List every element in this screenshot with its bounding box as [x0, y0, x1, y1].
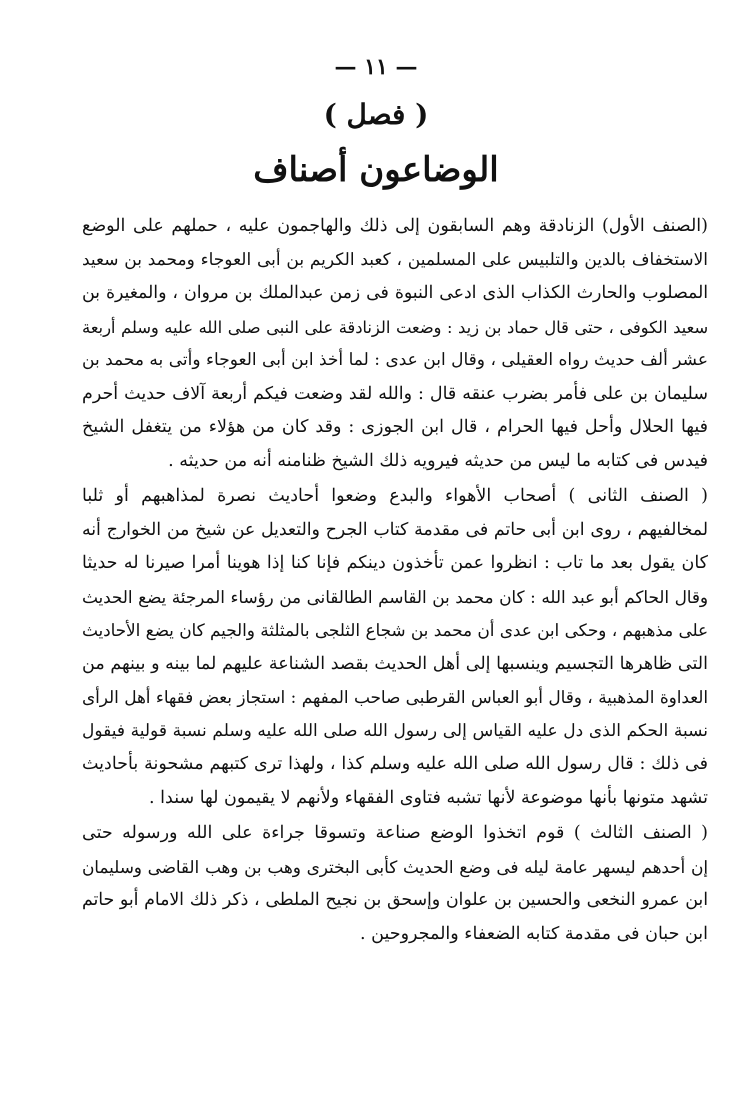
text-line: إن أحدهم ليسهر عامة ليله فى وضع الحديث كأبى البخترى وهب بن وهب القاضى وسليمان — [82, 856, 708, 877]
text-line: فيدس فى كتابه ما ليس من حديثه فيرويه ذلك الشيخ ظنامنه أنه من حديثه . — [168, 450, 708, 471]
text-line: فى ذلك : قال رسول الله صلى الله عليه وسلم كذا ، ولهذا ترى كتبهم مشحونة بأحاديث — [82, 754, 708, 774]
text-line: المصلوب والحارث الكذاب الذى ادعى النبوة فى زمن عبدالملك بن مروان ، والمغيرة بن — [82, 283, 708, 303]
text-line: ( الصنف الثانى ) أصحاب الأهواء والبدع وضعوا أحاديث نصرة لمذاهبهم أو ثلبا — [82, 486, 708, 506]
body-text — [82, 210, 708, 951]
page-number: — ١١ — — [334, 54, 418, 80]
text-line: كان يقول بعد ما تاب : انظروا عمن تأخذون دينكم فإنا كنا إذا هوينا أمرا صيرنا له حديثا — [82, 553, 708, 573]
text-line: الاستخفاف بالدين والتلبيس على المسلمين ، كعبد الكريم بن أبى العوجاء ومحمد بن سعيد — [82, 249, 708, 270]
text-line: تشهد متونها بأنها موضوعة لأنها تشبه فتاوى الفقهاء ولأنهم لا يقيمون لها سندا . — [149, 787, 708, 808]
text-line: التى ظاهرها التجسيم وينسبها إلى أهل الحديث بقصد الشناعة عليهم لما بينه و بينهم من — [82, 653, 708, 674]
section-title: الوضاعون أصناف — [253, 150, 499, 190]
text-line: (الصنف الأول) الزنادقة وهم السابقون إلى ذلك والهاجمون عليه ، حملهم على الوضع — [82, 216, 708, 236]
text-line: سعيد الكوفى ، حتى قال حماد بن زيد : وضعت الزنادقة على النبى صلى الله عليه وسلم أربعة — [82, 317, 708, 337]
text-line: فيها الحلال وأحل فيها الحرام ، قال ابن الجوزى : وقد كان من هؤلاء من يتغفل الشيخ — [82, 417, 708, 437]
paragraph-category-1 — [82, 210, 708, 478]
text-line: عشر ألف حديث رواه العقيلى ، وقال ابن عدى : لما أخذ ابن أبى العوجاء وأتى به محمد بن — [82, 350, 708, 370]
text-line: ابن حبان فى مقدمة كتابه الضعفاء والمجروحين . — [360, 923, 708, 944]
section-label: ( فصل ) — [323, 98, 429, 131]
text-line: نسبة الحكم الذى دل عليه القياس إلى رسول الله صلى الله عليه وسلم نسبة قولية فيقول — [82, 720, 708, 741]
paragraph-category-2 — [82, 480, 708, 815]
text-line: لمخالفيهم ، روى ابن أبى حاتم فى مقدمة كتاب الجرح والتعديل عن شيخ من الخوارج أنه — [82, 519, 708, 540]
text-line: على مذهبهم ، وحكى ابن عدى أن محمد بن شجاع الثلجى بالمثلثة والجيم كان يضع الأحاديث — [82, 620, 708, 640]
text-line: سليمان بن على فأمر بضرب عنقه قال : والله لقد وضعت فيكم أربعة آلاف حديث أحرم — [82, 383, 708, 404]
paragraph-category-3 — [82, 817, 708, 951]
text-line: ابن عمرو النخعى والحسين بن علوان وإسحق بن نجيح الملطى ، ذكر ذلك الامام أبو حاتم — [82, 890, 708, 910]
text-line: العداوة المذهبية ، وقال أبو العباس القرطبى صاحب المفهم : استجاز بعض فقهاء أهل الرأى — [82, 687, 708, 707]
text-line: وقال الحاكم أبو عبد الله : كان محمد بن القاسم الطالقانى من رؤساء المرجئة يضع الحديث — [82, 586, 708, 607]
text-line: ( الصنف الثالث ) قوم اتخذوا الوضع صناعة وتسوقا جراءة على الله ورسوله حتى — [82, 823, 708, 843]
